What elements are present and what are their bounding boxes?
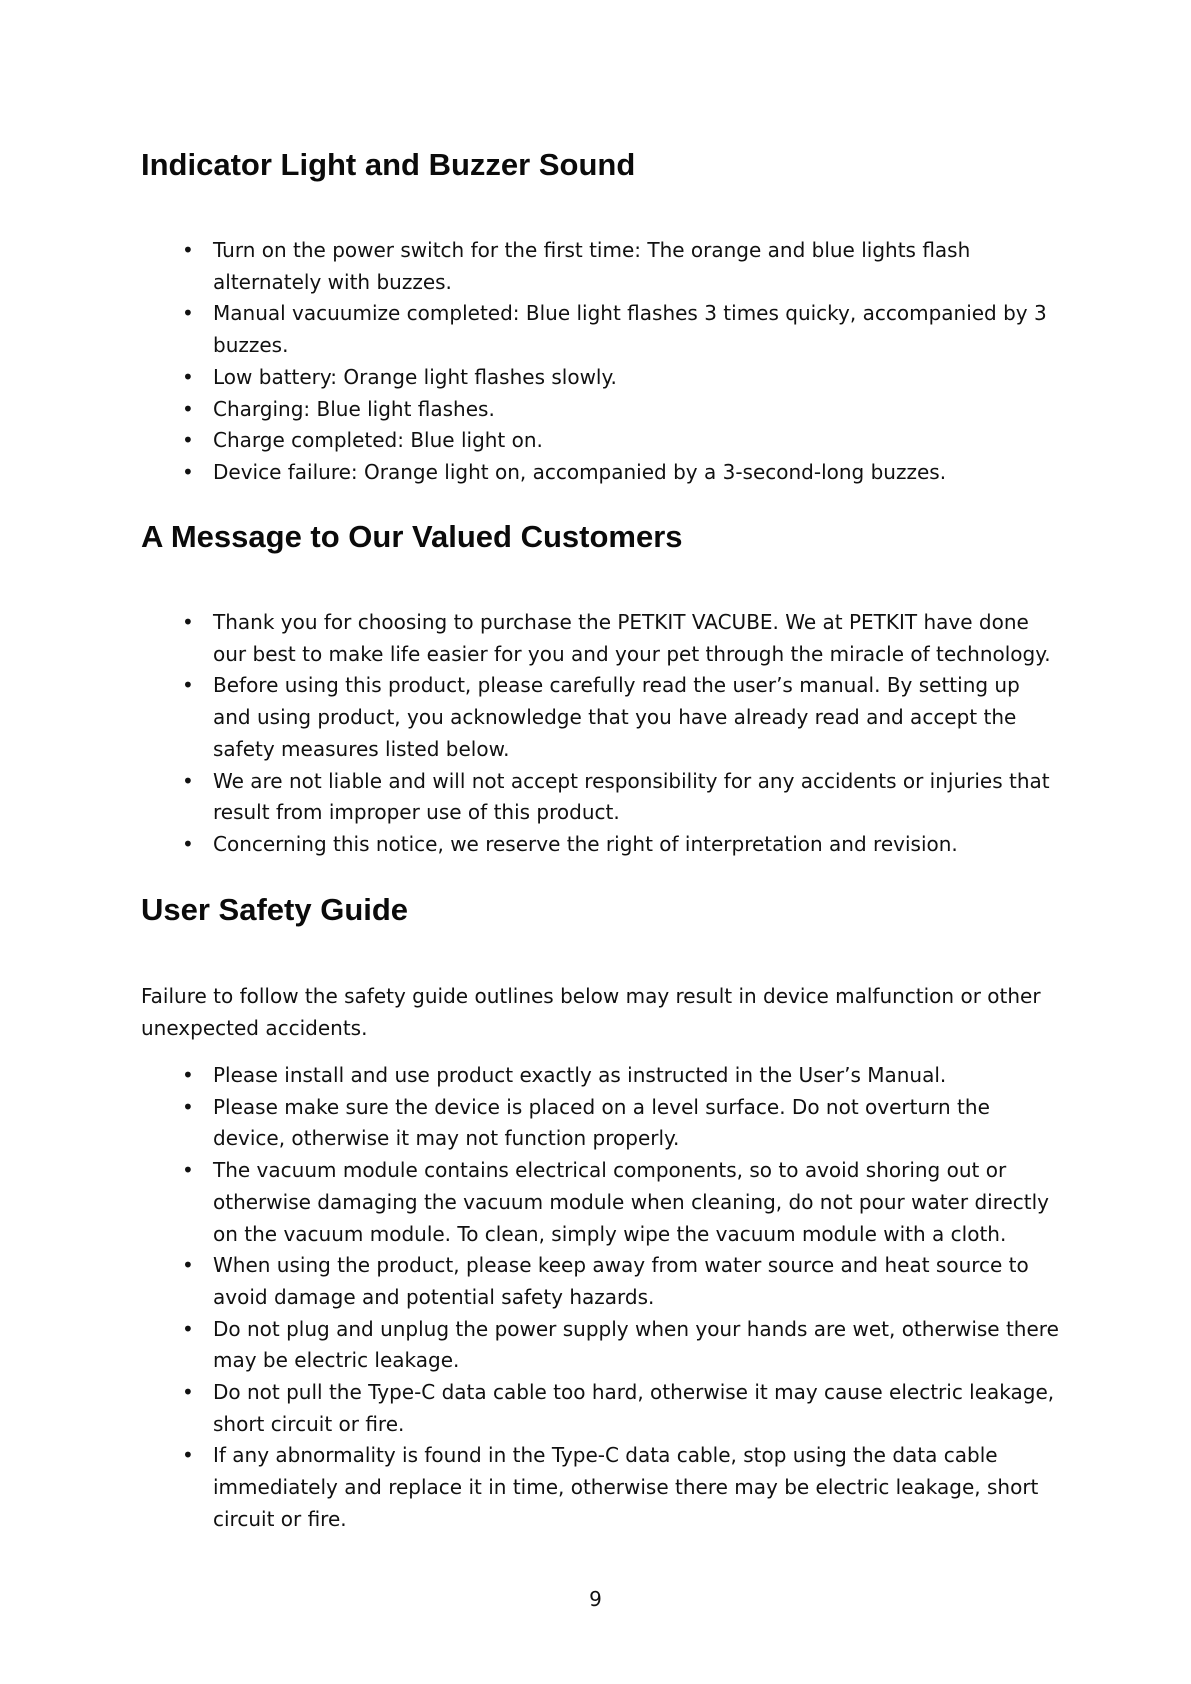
list-item: • Do not pull the Type-C data cable too hard, otherwise it may cause electric leakage, short circuit or fire. [141,1377,1061,1440]
list-item: • Before using this product, please carefully read the user’s manual. By setting up and using product, you acknowledge that you have already read and accept the safety measures listed below. [141,670,1061,765]
list-item: • Charge completed: Blue light on. [141,425,1061,457]
indicator-list [141,235,1061,489]
list-item: • Device failure: Orange light on, accompanied by a 3-second-long buzzes. [141,457,1061,489]
message-list [141,607,1061,861]
list-item: • Charging: Blue light flashes. [141,394,1061,426]
list-item: • Concerning this notice, we reserve the right of interpretation and revision. [141,829,1061,861]
page-number: 9 [589,1587,602,1611]
list-item: • We are not liable and will not accept responsibility for any accidents or injuries that result from improper use of this product. [141,766,1061,829]
list-item: • Thank you for choosing to purchase the PETKIT VACUBE. We at PETKIT have done our best to make life easier for you and your pet through the miracle of technology. [141,607,1061,670]
list-item: • Do not plug and unplug the power supply when your hands are wet, otherwise there may be electric leakage. [141,1314,1061,1377]
list-item: • Please make sure the device is placed on a level surface. Do not overturn the device, otherwise it may not function properly. [141,1092,1061,1155]
safety-section-title: User Safety Guide [141,892,409,927]
list-item: • If any abnormality is found in the Type-C data cable, stop using the data cable immediately and replace it in time, otherwise there may be electric leakage, short circuit or fire. [141,1440,1061,1535]
list-item: • Please install and use product exactly as instructed in the User’s Manual. [141,1060,1061,1092]
safety-list [141,1060,1061,1536]
indicator-section-title: Indicator Light and Buzzer Sound [141,147,636,182]
list-item: • Turn on the power switch for the first time: The orange and blue lights flash alternately with buzzes. [141,235,1061,298]
safety-intro: Failure to follow the safety guide outlines below may result in device malfunction or other unexpected accidents. [141,984,1041,1040]
list-item: • When using the product, please keep away from water source and heat source to avoid damage and potential safety hazards. [141,1250,1061,1313]
list-item: • Manual vacuumize completed: Blue light flashes 3 times quicky, accompanied by 3 buzzes. [141,298,1061,361]
list-item: • The vacuum module contains electrical components, so to avoid shoring out or otherwise damaging the vacuum module when cleaning, do not pour water directly on the vacuum module. To clean, simply wipe the vacuum module with a cloth. [141,1155,1061,1250]
list-item: • Low battery: Orange light flashes slowly. [141,362,1061,394]
message-section-title: A Message to Our Valued Customers [141,519,683,554]
